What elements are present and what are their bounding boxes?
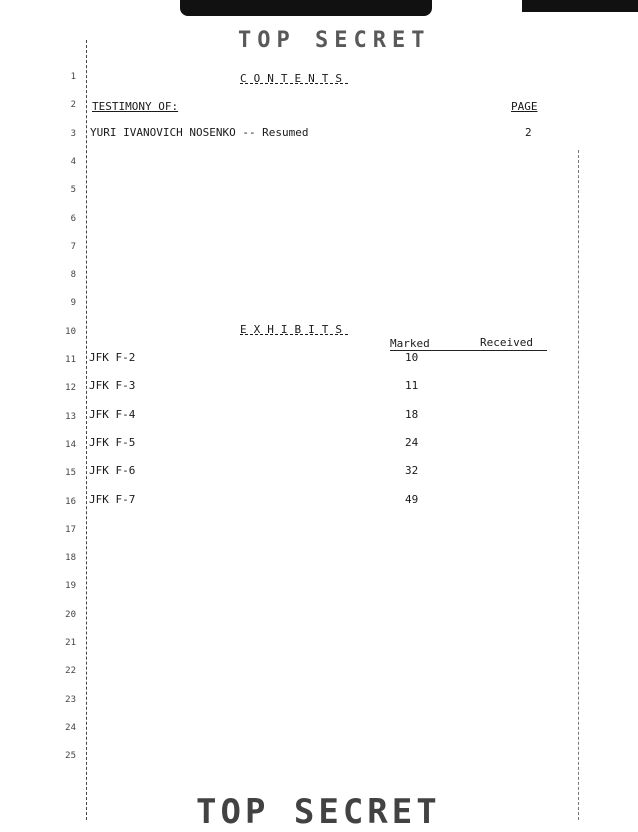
line-number: 8 (70, 270, 76, 281)
classification-stamp-bottom: TOP SECRET (196, 792, 441, 832)
marked-column-label: Marked (390, 337, 430, 350)
exhibit-name: JFK F-7 (89, 492, 136, 506)
line-number: 23 (65, 694, 76, 705)
line-number: 12 (65, 383, 76, 394)
line-number: 21 (65, 638, 76, 648)
line-number: 2 (70, 100, 76, 111)
exhibit-name: JFK F-3 (89, 379, 136, 393)
witness-name: YURI IVANOVICH NOSENKO -- Resumed (90, 126, 309, 139)
exhibit-marked-page: 24 (405, 435, 419, 449)
exhibit-marked-page: 49 (405, 492, 419, 506)
line-number: 17 (65, 524, 76, 535)
line-number: 3 (70, 128, 76, 139)
line-number: 18 (65, 553, 76, 564)
line-number: 10 (65, 326, 76, 337)
line-number: 9 (70, 298, 76, 309)
line-number: 19 (65, 581, 76, 592)
exhibit-name: JFK F-6 (89, 464, 136, 478)
line-number: 1 (70, 72, 76, 82)
line-number: 11 (65, 355, 76, 365)
exhibit-marked-page: 18 (405, 407, 419, 421)
exhibits-heading: EXHIBITS (240, 323, 349, 336)
line-number: 22 (65, 666, 76, 677)
line-number: 4 (70, 156, 76, 167)
exhibit-marked-page: 11 (405, 379, 419, 393)
exhibit-name: JFK F-5 (89, 435, 136, 449)
line-number: 13 (65, 411, 76, 422)
line-number: 25 (65, 751, 76, 762)
line-number: 16 (65, 496, 76, 507)
witness-page: 2 (525, 126, 532, 139)
testimony-label: TESTIMONY OF: (92, 100, 179, 113)
exhibit-marked-page: 10 (405, 351, 419, 364)
scan-bar-top (180, 0, 432, 16)
exhibit-name: JFK F-2 (89, 351, 136, 364)
line-number: 24 (65, 722, 76, 733)
scan-bar-corner (522, 0, 638, 12)
classification-stamp-top: TOP SECRET (238, 28, 431, 53)
exhibit-marked-page: 32 (405, 464, 419, 478)
page-column-label: PAGE (511, 100, 538, 113)
line-number: 15 (65, 468, 76, 479)
received-column-label: Received (480, 336, 533, 349)
left-margin-rule (86, 40, 87, 820)
line-number: 6 (70, 213, 76, 224)
line-number: 5 (70, 185, 76, 196)
line-number: 14 (65, 439, 76, 450)
exhibit-name: JFK F-4 (89, 407, 136, 421)
line-number: 7 (70, 241, 76, 252)
contents-heading: CONTENTS (240, 72, 349, 85)
line-number: 20 (65, 609, 76, 620)
right-margin-rule (578, 150, 579, 820)
